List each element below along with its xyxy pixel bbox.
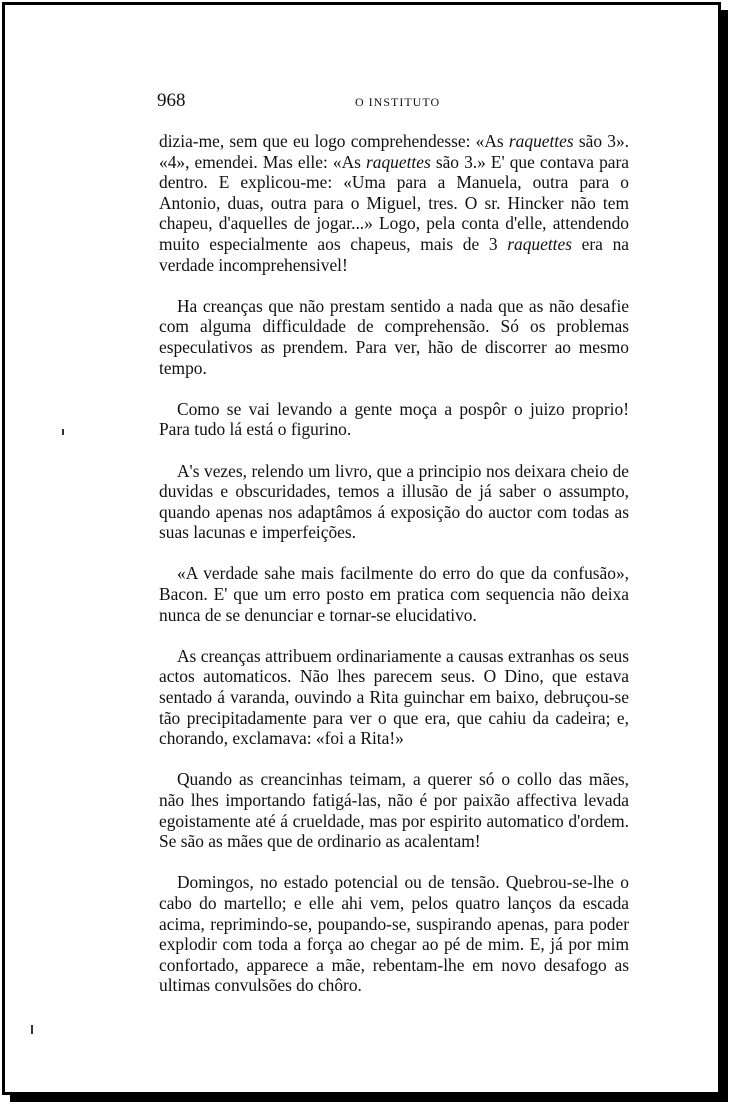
paragraph — [159, 872, 629, 996]
page-header — [157, 90, 629, 116]
body-text — [159, 131, 629, 996]
text-run: Quando as creancinhas teimam, a querer só o collo das mães, não lhes importando fatigá-las, não é por paixão affectiva levada egoistamente até á crueldade, mas por espirito automatico d'ordem. Se são as mães que de ordinario as acalentam! — [159, 769, 629, 852]
text-run: A's vezes, relendo um livro, que a principio nos deixara cheio de duvidas e obscuridades, temos a illusão de já saber o assumpto, quando apenas nos adaptâmos á exposição do auctor com todas as suas lacunas e imperfeições. — [159, 460, 629, 543]
text-run: são 3». «4», emendei. Mas elle: «As — [159, 131, 629, 172]
scan-speck — [62, 429, 64, 435]
text-run: Como se vai levando a gente moça a pospôr o juizo proprio! Para tudo lá está o figurino. — [159, 398, 629, 440]
paragraph — [159, 296, 629, 378]
paragraph — [159, 399, 629, 440]
text-run: dizia-me, sem que eu logo comprehendesse: «As — [159, 131, 509, 151]
page-shadow-right — [721, 10, 728, 1100]
page-shadow-bottom — [10, 1095, 728, 1102]
paragraph — [159, 646, 629, 749]
page-number: 968 — [157, 90, 186, 111]
paragraph — [159, 769, 629, 851]
italic-term: raquettes — [366, 151, 431, 172]
running-title: O INSTITUTO — [355, 95, 441, 109]
paragraph — [159, 131, 629, 275]
italic-term: raquettes — [507, 233, 572, 254]
text-run: As creanças attribuem ordinariamente a causas extranhas os seus actos automaticos. Não lhes parecem seus. O Dino, que estava sentado á varanda, ouvindo a Rita guinchar em baixo, debruçou-se tão precipitadamente para ver o que era, que cahiu da cadeira; e, chorando, exclamava: «foi a Rita!» — [159, 645, 629, 749]
paragraph — [159, 563, 629, 625]
text-run: «A verdade sahe mais facilmente do erro do que da confusão», Bacon. E' que um erro posto em pratica com sequencia não deixa nunca de se denunciar e tornar-se elucidativo. — [159, 563, 629, 625]
text-run: Ha creanças que não prestam sentido a nada que as não desafie com alguma difficuldade de comprehensão. Só os problemas especulativos as prendem. Para ver, hão de discorrer ao mesmo tempo. — [159, 295, 629, 378]
italic-term: raquettes — [508, 131, 574, 151]
text-run: era na verdade incomprehensivel! — [159, 233, 629, 275]
scan-speck — [31, 1025, 33, 1034]
paragraph — [159, 461, 629, 543]
text-run: são 3.» E' que contava para dentro. E explicou-me: «Uma para a Manuela, outra para o Antonio, duas, outra para o Miguel, tres. O sr. Hincker não tem chapeu, d'aquelles de jogar...» Logo, pela conta d'elle, attendendo muito especialmente aos chapeus, mais de 3 — [159, 151, 629, 254]
text-run: Domingos, no estado potencial ou de tensão. Quebrou-se-lhe o cabo do martello; e elle ahi vem, pelos quatro lanços da escada acima, reprimindo-se, poupando-se, suspirando apenas, para poder explodir com toda a força ao chegar ao pé de mim. E, já por mim confortado, apparece a mãe, rebentam-lhe em novo desafogo as ultimas convulsões do chôro. — [159, 872, 629, 996]
